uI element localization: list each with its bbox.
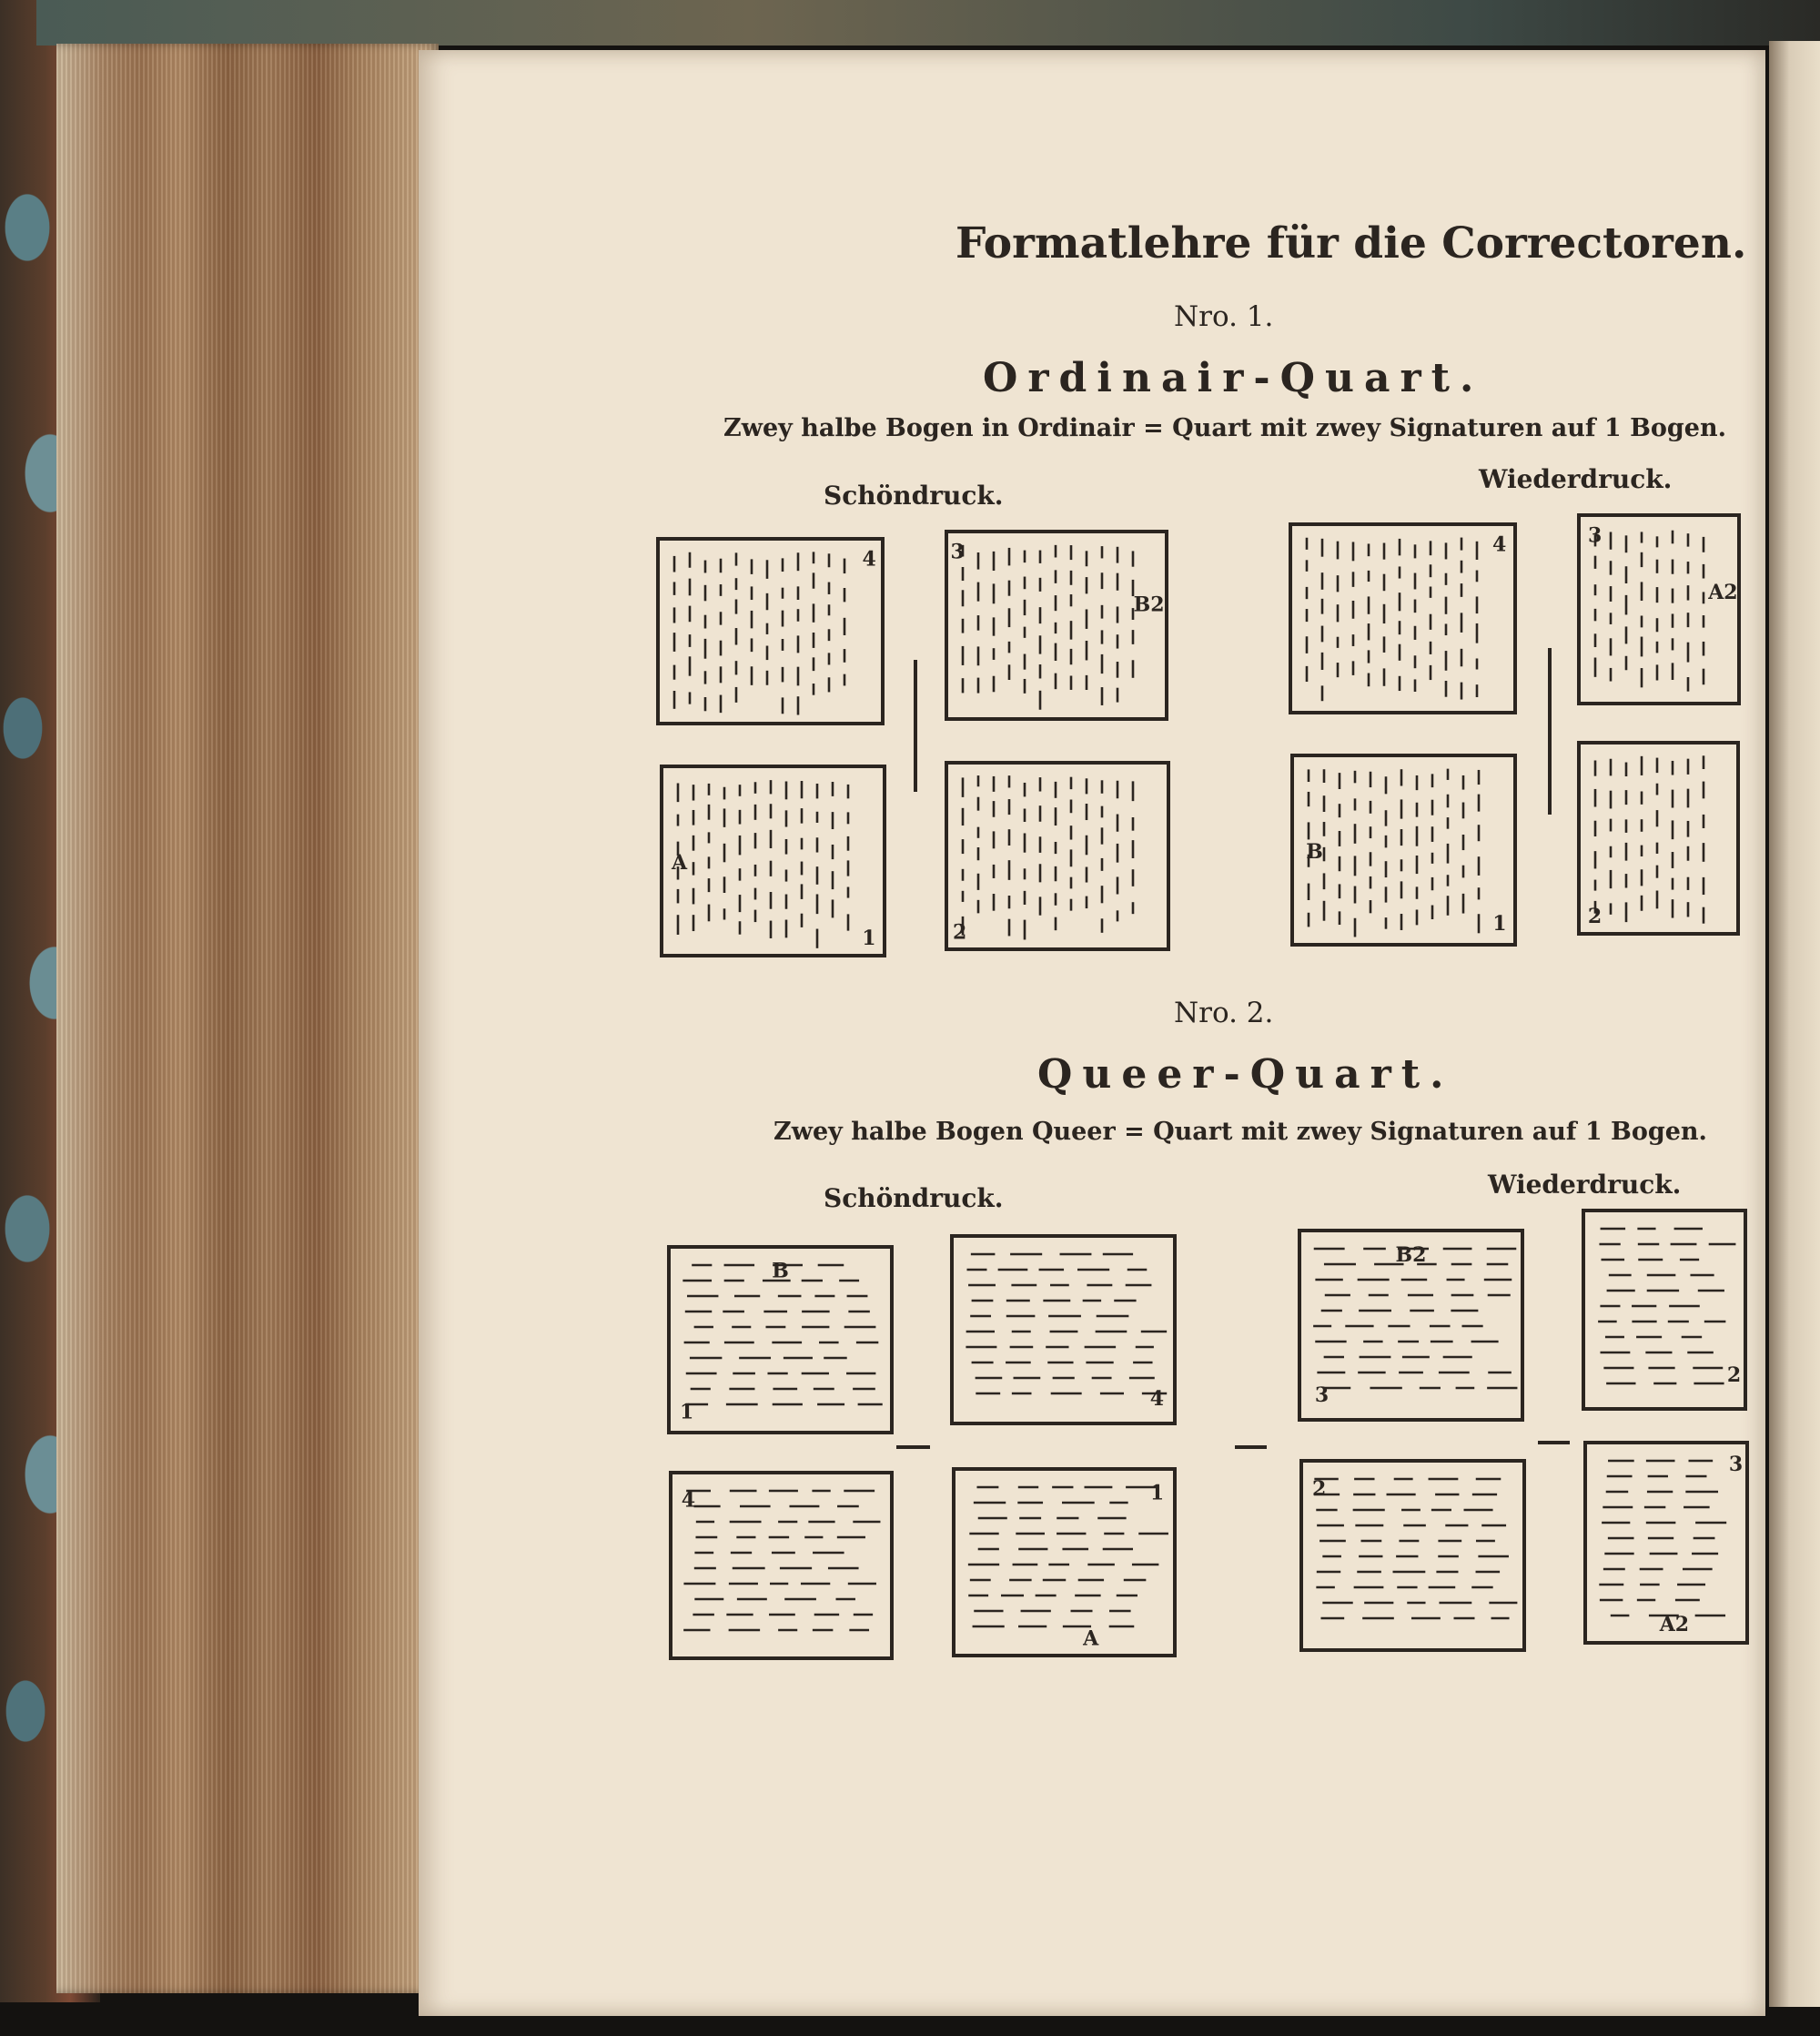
s1-schondruck-page-2-signature-mark: 3 <box>950 540 965 564</box>
s2-schondruck-page-2-signature-mark: 4 <box>1149 1387 1165 1412</box>
s2-wiederdruck-page-1-text-lines <box>1313 1249 1517 1388</box>
section-2-schondruck-label: Schöndruck. <box>824 1183 1004 1213</box>
s1-wiederdruck-page-2-signature-mark: A2 <box>1708 580 1738 604</box>
s1-wiederdruck-page-1-text-lines <box>1307 538 1477 702</box>
s1-wiederdruck-page-3-signature-mark: 1 <box>1492 912 1507 937</box>
s1-wiederdruck-page-2-signature-mark: 3 <box>1587 523 1603 548</box>
s1-schondruck-page-4-text-lines <box>963 775 1133 939</box>
s2-wiederdruck-page-2-signature-mark: 2 <box>1726 1362 1742 1387</box>
s1-schondruck-page-2-text-lines <box>963 545 1133 710</box>
s2-wiederdruck-page-1-signature-mark: 3 <box>1314 1383 1330 1407</box>
section-1-number: Nro. 1. <box>1174 300 1274 333</box>
section-2-wiederdruck-label: Wiederdruck. <box>1488 1170 1682 1200</box>
s1-schondruck-page-3-text-lines <box>678 780 848 948</box>
s1-wiederdruck-page-4-signature-mark: 2 <box>1587 905 1603 928</box>
s1-schondruck-page-3-frame <box>662 766 885 956</box>
section-2-number: Nro. 2. <box>1174 997 1274 1029</box>
section-1-wiederdruck-label: Wiederdruck. <box>1479 464 1673 494</box>
s1-wiederdruck-page-4-frame <box>1579 743 1738 934</box>
s2-schondruck-page-2-frame <box>952 1236 1175 1423</box>
s2-schondruck-page-2-text-lines <box>966 1254 1167 1393</box>
s1-wiederdruck-page-3-frame <box>1292 755 1515 945</box>
s1-schondruck-page-1-frame <box>658 539 883 724</box>
s1-wiederdruck-page-2-text-lines <box>1595 531 1704 692</box>
s1-schondruck-page-2-signature-mark: B2 <box>1133 593 1165 617</box>
section-1-schondruck-label: Schöndruck. <box>824 481 1004 511</box>
section-1-subtitle: Zwey halbe Bogen in Ordinair = Quart mit zwey Signaturen auf 1 Bogen. <box>723 414 1726 442</box>
s2-schondruck-page-4-signature-mark: A <box>1083 1626 1099 1651</box>
s2-schondruck-page-4-text-lines <box>968 1487 1168 1626</box>
s2-schondruck-page-4-signature-mark: 1 <box>1149 1481 1165 1505</box>
s1-wiederdruck-page-3-text-lines <box>1309 769 1479 937</box>
s1-wiederdruck-page-3-signature-mark: B <box>1306 840 1323 864</box>
s2-schondruck-page-1-text-lines <box>682 1265 882 1404</box>
s2-schondruck-page-1-signature-mark: 1 <box>679 1400 694 1424</box>
s2-wiederdruck-page-3-text-lines <box>1311 1477 1517 1618</box>
s2-schondruck-page-3-signature-mark: 4 <box>681 1488 696 1513</box>
s2-wiederdruck-page-4-signature-mark: 3 <box>1728 1453 1744 1476</box>
s2-wiederdruck-page-2-frame <box>1583 1210 1745 1409</box>
s1-schondruck-page-4-frame <box>946 763 1168 949</box>
s1-schondruck-page-1-signature-mark: 4 <box>862 547 876 572</box>
s1-schondruck-page-3-signature-mark: 1 <box>862 927 876 951</box>
s2-wiederdruck-page-3-signature-mark: 2 <box>1311 1477 1327 1502</box>
s1-wiederdruck-page-1-frame <box>1290 524 1515 713</box>
s2-schondruck-page-1-signature-mark: B <box>772 1259 789 1283</box>
s1-schondruck-page-1-text-lines <box>674 552 844 714</box>
s2-wiederdruck-page-1-signature-mark: B2 <box>1395 1242 1427 1267</box>
s2-wiederdruck-page-2-text-lines <box>1598 1229 1735 1383</box>
section-1-heading: Ordinair-Quart. <box>983 355 1484 401</box>
section-2-subtitle: Zwey halbe Bogen Queer = Quart mit zwey Signaturen auf 1 Bogen. <box>774 1118 1707 1146</box>
page-title: Formatlehre für die Correctoren. <box>956 218 1747 268</box>
s1-wiederdruck-page-1-signature-mark: 4 <box>1492 532 1507 557</box>
s2-wiederdruck-page-4-text-lines <box>1599 1461 1726 1616</box>
s1-schondruck-page-4-signature-mark: 2 <box>952 920 967 945</box>
s1-wiederdruck-page-4-text-lines <box>1595 755 1704 923</box>
s1-schondruck-page-3-signature-mark: A <box>672 851 688 875</box>
s2-schondruck-page-3-text-lines <box>681 1488 880 1630</box>
s2-wiederdruck-page-4-signature-mark: A2 <box>1659 1613 1690 1636</box>
s1-wiederdruck-page-2-frame <box>1579 515 1739 704</box>
section-2-heading: Queer-Quart. <box>1037 1051 1454 1098</box>
